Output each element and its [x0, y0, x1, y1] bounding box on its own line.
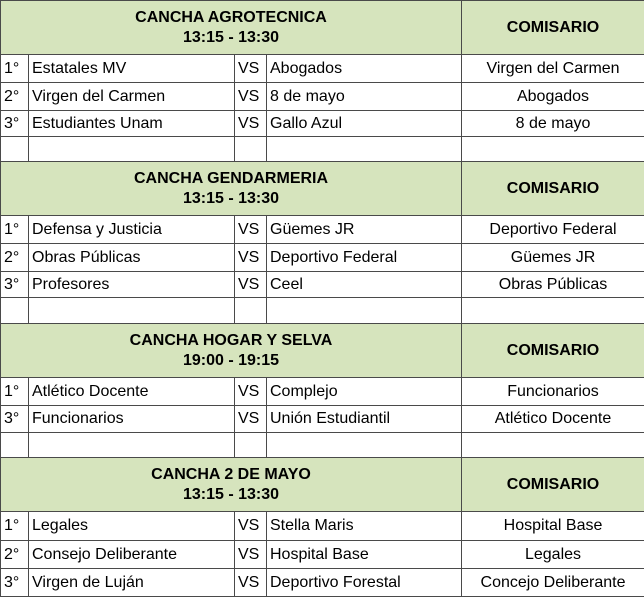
time-slot: 19:00 - 19:15	[182, 351, 280, 369]
commissioner-team: Obras Públicas	[462, 272, 644, 298]
away-team: Deportivo Federal	[267, 244, 462, 272]
empty-cell	[29, 298, 235, 324]
empty-cell	[267, 298, 462, 324]
vs-label: VS	[235, 244, 267, 272]
empty-cell	[235, 137, 267, 162]
commissioner-team: Legales	[462, 541, 644, 569]
vs-label: VS	[235, 512, 267, 541]
commissioner-team: Virgen del Carmen	[462, 55, 644, 83]
match-number: 1°	[1, 216, 29, 244]
vs-label: VS	[235, 83, 267, 111]
field-header	[1, 324, 462, 378]
commissioner-team: Deportivo Federal	[462, 216, 644, 244]
field-header-row	[1, 458, 644, 512]
commissioner-header: COMISARIO	[462, 324, 644, 378]
vs-label: VS	[235, 378, 267, 406]
away-team: Deportivo Forestal	[267, 569, 462, 597]
match-row	[1, 569, 644, 597]
field-name: CANCHA GENDARMERIA	[133, 169, 329, 187]
match-row	[1, 55, 644, 83]
empty-cell	[1, 137, 29, 162]
match-row	[1, 83, 644, 111]
time-slot: 13:15 - 13:30	[182, 28, 280, 46]
match-number: 2°	[1, 244, 29, 272]
commissioner-team: 8 de mayo	[462, 111, 644, 137]
field-header	[1, 1, 462, 55]
commissioner-header: COMISARIO	[462, 1, 644, 55]
away-team: Hospital Base	[267, 541, 462, 569]
home-team: Funcionarios	[29, 406, 235, 433]
commissioner-team: Güemes JR	[462, 244, 644, 272]
field-header-row	[1, 162, 644, 216]
commissioner-team: Hospital Base	[462, 512, 644, 541]
home-team: Defensa y Justicia	[29, 216, 235, 244]
match-number: 1°	[1, 378, 29, 406]
away-team: Ceel	[267, 272, 462, 298]
match-number: 2°	[1, 541, 29, 569]
match-row	[1, 244, 644, 272]
empty-cell	[1, 433, 29, 458]
home-team: Virgen de Luján	[29, 569, 235, 597]
time-slot: 13:15 - 13:30	[182, 189, 280, 207]
commissioner-team: Abogados	[462, 83, 644, 111]
home-team: Legales	[29, 512, 235, 541]
empty-cell	[235, 298, 267, 324]
empty-cell	[267, 137, 462, 162]
field-name: CANCHA AGROTECNICA	[135, 8, 327, 26]
away-team: Stella Maris	[267, 512, 462, 541]
away-team: Abogados	[267, 55, 462, 83]
match-number: 1°	[1, 55, 29, 83]
match-row	[1, 272, 644, 298]
spacer-row	[1, 137, 644, 162]
away-team: Complejo	[267, 378, 462, 406]
vs-label: VS	[235, 272, 267, 298]
vs-label: VS	[235, 569, 267, 597]
vs-label: VS	[235, 541, 267, 569]
commissioner-team: Funcionarios	[462, 378, 644, 406]
spacer-row	[1, 433, 644, 458]
match-number: 2°	[1, 83, 29, 111]
commissioner-header: COMISARIO	[462, 162, 644, 216]
commissioner-team: Concejo Deliberante	[462, 569, 644, 597]
empty-cell	[29, 433, 235, 458]
empty-cell	[1, 298, 29, 324]
home-team: Consejo Deliberante	[29, 541, 235, 569]
match-number: 3°	[1, 569, 29, 597]
match-number: 3°	[1, 406, 29, 433]
away-team: Unión Estudiantil	[267, 406, 462, 433]
match-row	[1, 541, 644, 569]
match-row	[1, 216, 644, 244]
field-name: CANCHA 2 DE MAYO	[151, 465, 311, 483]
field-header	[1, 458, 462, 512]
match-row	[1, 406, 644, 433]
away-team: 8 de mayo	[267, 83, 462, 111]
away-team: Güemes JR	[267, 216, 462, 244]
vs-label: VS	[235, 111, 267, 137]
home-team: Estudiantes Unam	[29, 111, 235, 137]
home-team: Estatales MV	[29, 55, 235, 83]
empty-cell	[462, 137, 644, 162]
field-header-row	[1, 324, 644, 378]
match-row	[1, 378, 644, 406]
away-team: Gallo Azul	[267, 111, 462, 137]
empty-cell	[235, 433, 267, 458]
vs-label: VS	[235, 55, 267, 83]
spacer-row	[1, 298, 644, 324]
field-header	[1, 162, 462, 216]
empty-cell	[462, 433, 644, 458]
empty-cell	[267, 433, 462, 458]
field-header-row	[1, 1, 644, 55]
vs-label: VS	[235, 406, 267, 433]
field-name: CANCHA HOGAR Y SELVA	[129, 331, 333, 349]
match-row	[1, 512, 644, 541]
commissioner-header: COMISARIO	[462, 458, 644, 512]
match-row	[1, 111, 644, 137]
match-number: 1°	[1, 512, 29, 541]
match-number: 3°	[1, 272, 29, 298]
time-slot: 13:15 - 13:30	[182, 485, 280, 503]
vs-label: VS	[235, 216, 267, 244]
home-team: Atlético Docente	[29, 378, 235, 406]
commissioner-team: Atlético Docente	[462, 406, 644, 433]
empty-cell	[462, 298, 644, 324]
match-number: 3°	[1, 111, 29, 137]
home-team: Profesores	[29, 272, 235, 298]
home-team: Virgen del Carmen	[29, 83, 235, 111]
empty-cell	[29, 137, 235, 162]
home-team: Obras Públicas	[29, 244, 235, 272]
